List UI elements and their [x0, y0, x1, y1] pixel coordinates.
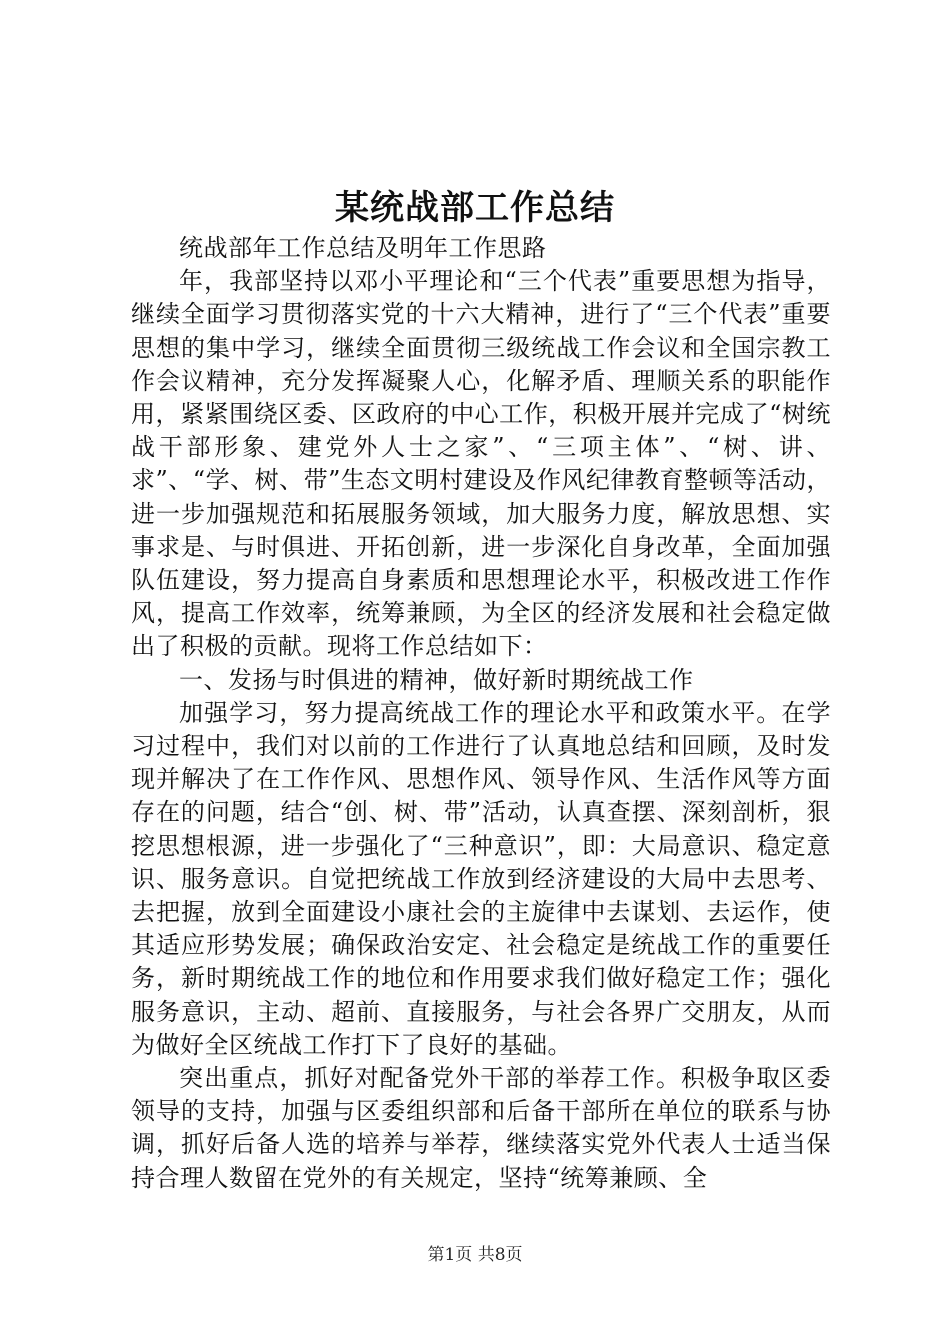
paragraph-study: 加强学习，努力提高统战工作的理论水平和政策水平。在学习过程中，我们对以前的工作进行了认真地总结和回顾，及时发现并解决了在工作作风、思想作风、领导作风、生活作风等方面存在的问题，结合“创、树、带”活动，认真查摆、深刻剖析，狠挖思想根源，进一步强化了“三种意识”，即：大局意识、稳定意识、服务意识。自觉把统战工作放到经济建设的大局中去思考、去把握，放到全面建设小康社会的主旋律中去谋划、去运作，使其适应形势发展；确保政治安定、社会稳定是统战工作的重要任务，新时期统战工作的地位和作用要求我们做好稳定工作；强化服务意识，主动、超前、直接服务，与社会各界广交朋友，从而为做好全区统战工作打下了良好的基础。 — [131, 698, 831, 1059]
page-title: 某统战部工作总结 — [335, 188, 615, 228]
page-number-footer: 第1页 共8页 — [427, 1245, 523, 1265]
document-body — [131, 232, 831, 1195]
paragraph-subtitle: 统战部年工作总结及明年工作思路 — [179, 234, 547, 262]
paragraph-section-heading: 一、发扬与时俱进的精神，做好新时期统战工作 — [179, 665, 694, 694]
paragraph-intro: 年，我部坚持以邓小平理论和“三个代表”重要思想为指导，继续全面学习贯彻落实党的十六大精神，进行了“三个代表”重要思想的集中学习，继续全面贯彻三级统战工作会议和全国宗教工作会议精神，充分发挥凝聚人心，化解矛盾、理顺关系的职能作用，紧紧围绕区委、区政府的中心工作，积极开展并完成了“树统战干部形象、建党外人士之家”、“三项主体”、“树、讲、求”、“学、树、带”生态文明村建设及作风纪律教育整顿等活动，进一步加强规范和拓展服务领域，加大服务力度，解放思想、实事求是、与时俱进、开拓创新，进一步深化自身改革，全面加强队伍建设，努力提高自身素质和思想理论水平，积极改进工作作风，提高工作效率，统筹兼顾，为全区的经济发展和社会稳定做出了积极的贡献。现将工作总结如下： — [131, 267, 831, 661]
paragraph-cadre-recommendation: 突出重点，抓好对配备党外干部的举荐工作。积极争取区委领导的支持，加强与区委组织部和后备干部所在单位的联系与协调，抓好后备人选的培养与举荐，继续落实党外代表人士适当保持合理人数留在党外的有关规定，坚持“统筹兼顾、全 — [131, 1064, 831, 1192]
